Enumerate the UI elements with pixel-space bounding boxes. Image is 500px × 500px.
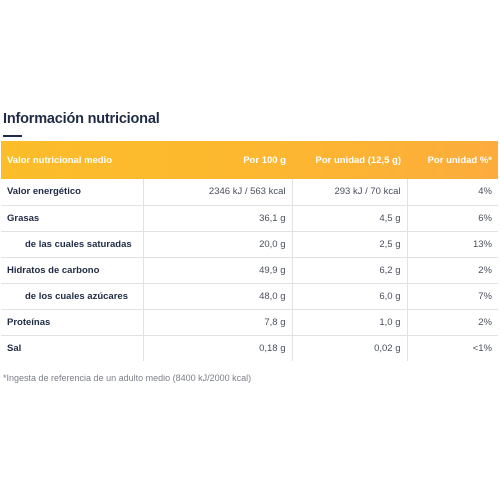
cell-per-unit: 2,5 g	[292, 231, 407, 257]
cell-per-unit: 0,02 g	[292, 335, 407, 361]
table-row	[1, 257, 498, 283]
footnote: *Ingesta de referencia de un adulto medio (8400 kJ/2000 kcal)	[3, 373, 252, 383]
row-label: Sal	[1, 335, 143, 361]
cell-per-100g: 49,9 g	[143, 257, 292, 283]
cell-pct: 2%	[407, 309, 498, 335]
cell-per-unit: 6,2 g	[292, 257, 407, 283]
cell-pct: 2%	[407, 257, 498, 283]
header-nutritional-value: Valor nutricional medio	[7, 154, 113, 166]
table-row	[1, 309, 498, 335]
cell-per-unit: 1,0 g	[292, 309, 407, 335]
header-row	[1, 141, 498, 179]
cell-pct: 4%	[407, 179, 498, 205]
cell-pct: <1%	[472, 342, 492, 354]
row-label: de las cuales saturadas	[1, 231, 143, 257]
cell-per-100g: 36,1 g	[143, 205, 292, 231]
table-row	[1, 283, 498, 309]
cell-pct: 6%	[407, 205, 498, 231]
table-row	[1, 335, 498, 361]
cell-per-100g: 20,0 g	[143, 231, 292, 257]
cell-per-100g: 2346 kJ / 563 kcal	[143, 179, 292, 205]
header-per-unit-pct: Por unidad %*	[427, 154, 492, 166]
cell-pct: 13%	[407, 231, 498, 257]
cell-per-100g: 48,0 g	[143, 283, 292, 309]
cell-per-unit: 4,5 g	[292, 205, 407, 231]
row-label: Proteínas	[1, 309, 143, 335]
header-per-100g: Por 100 g	[243, 154, 286, 166]
header-per-unit: Por unidad (12,5 g)	[315, 154, 401, 166]
table-body	[1, 179, 498, 361]
row-label: Grasas	[1, 205, 143, 231]
table-row	[1, 205, 498, 231]
table-row	[1, 231, 498, 257]
cell-per-100g: 7,8 g	[143, 309, 292, 335]
table-header	[1, 141, 498, 179]
row-label: de los cuales azúcares	[1, 283, 143, 309]
cell-per-unit: 6,0 g	[292, 283, 407, 309]
table-row	[1, 179, 498, 205]
row-label: Valor energético	[1, 179, 143, 205]
page-title: Información nutricional	[3, 111, 160, 127]
row-label: Hidratos de carbono	[1, 257, 143, 283]
cell-pct: 7%	[407, 283, 498, 309]
title-underline	[3, 135, 22, 137]
cell-per-unit: 293 kJ / 70 kcal	[292, 179, 407, 205]
cell-per-100g: 0,18 g	[143, 335, 292, 361]
nutrition-table	[1, 141, 498, 361]
